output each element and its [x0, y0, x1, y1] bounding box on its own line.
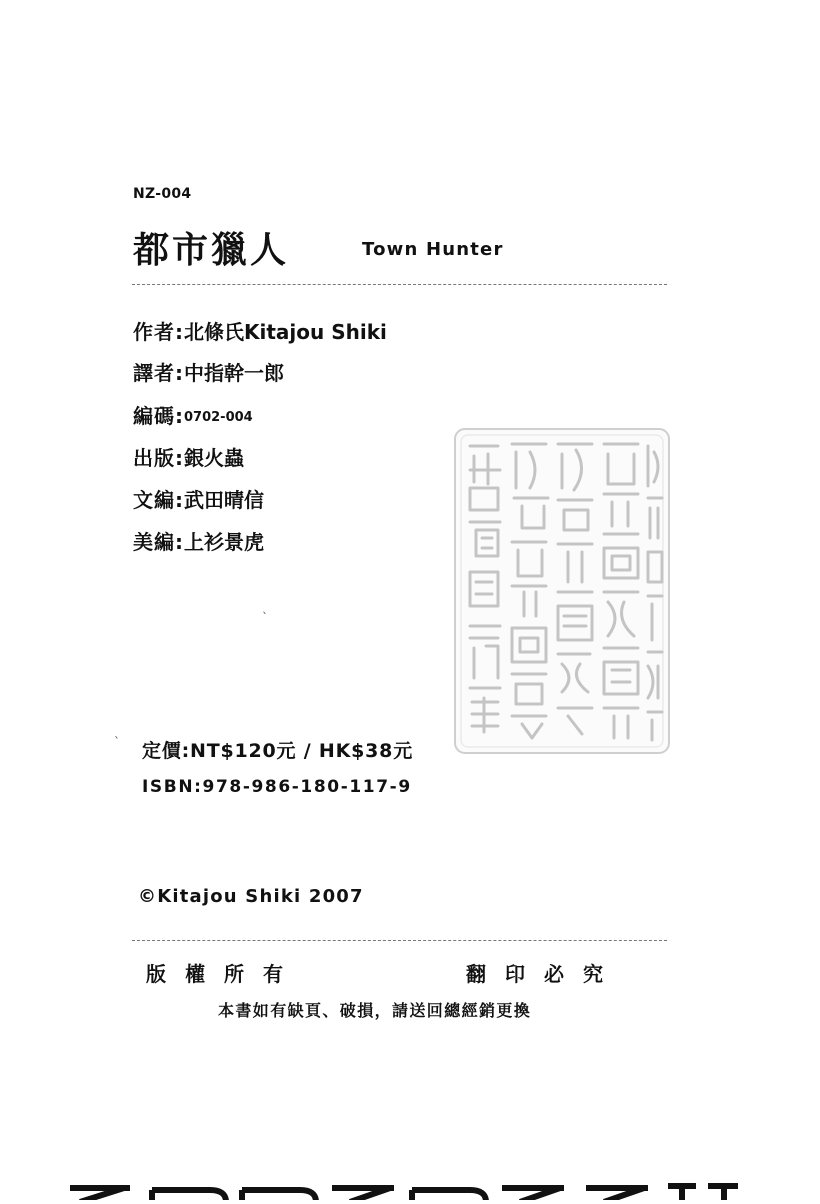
credit-translator-value: 中指幹一郎: [184, 361, 284, 385]
credit-publisher-label: 出版:: [133, 446, 184, 470]
credit-text-editor-value: 武田晴信: [184, 488, 264, 512]
replacement-notice: 本書如有缺頁、破損，請送回總經銷更換: [218, 1001, 532, 1020]
credit-publisher: [133, 442, 244, 471]
copyright-notice: ©Kitajou Shiki 2007: [138, 886, 364, 907]
rights-reserved-left: 版權所有: [146, 962, 302, 986]
book-title-chinese: 都市獵人: [133, 230, 290, 271]
speck-mark: ˎ: [262, 600, 268, 614]
book-title-english: Town Hunter: [362, 239, 504, 260]
credit-text-editor-label: 文編:: [133, 488, 184, 512]
embossed-seal: [452, 426, 672, 756]
divider-top: [132, 284, 667, 285]
credit-author-value: 北條氏Kitajou Shiki: [184, 320, 387, 344]
credit-translator-label: 譯者:: [133, 361, 184, 385]
divider-bottom: [132, 940, 667, 941]
credit-code-value: 0702-004: [184, 410, 253, 425]
book-code: NZ-004: [133, 186, 192, 202]
isbn: ISBN:978-986-180-117-9: [142, 777, 412, 797]
credit-code-label: 編碼:: [133, 404, 184, 428]
price: 定價:NT$120元 / HK$38元: [142, 740, 413, 762]
credit-art-editor-label: 美編:: [133, 530, 184, 554]
credit-art-editor: [133, 526, 264, 555]
credit-art-editor-value: 上衫景虎: [184, 530, 264, 554]
credit-text-editor: [133, 484, 264, 513]
cut-off-lettering-icon: [60, 1178, 760, 1200]
credit-author-label: 作者:: [133, 320, 184, 344]
credit-code: [133, 400, 253, 429]
credit-translator: [133, 357, 284, 386]
embossed-seal-stamp-icon: [452, 426, 672, 756]
rights-reserved-right: 翻印必究: [466, 962, 622, 986]
credit-publisher-value: 銀火蟲: [184, 446, 244, 470]
credit-author: [133, 316, 387, 345]
bottom-decorative-strip: [60, 1178, 760, 1200]
speck-mark: ˋ: [114, 735, 120, 749]
